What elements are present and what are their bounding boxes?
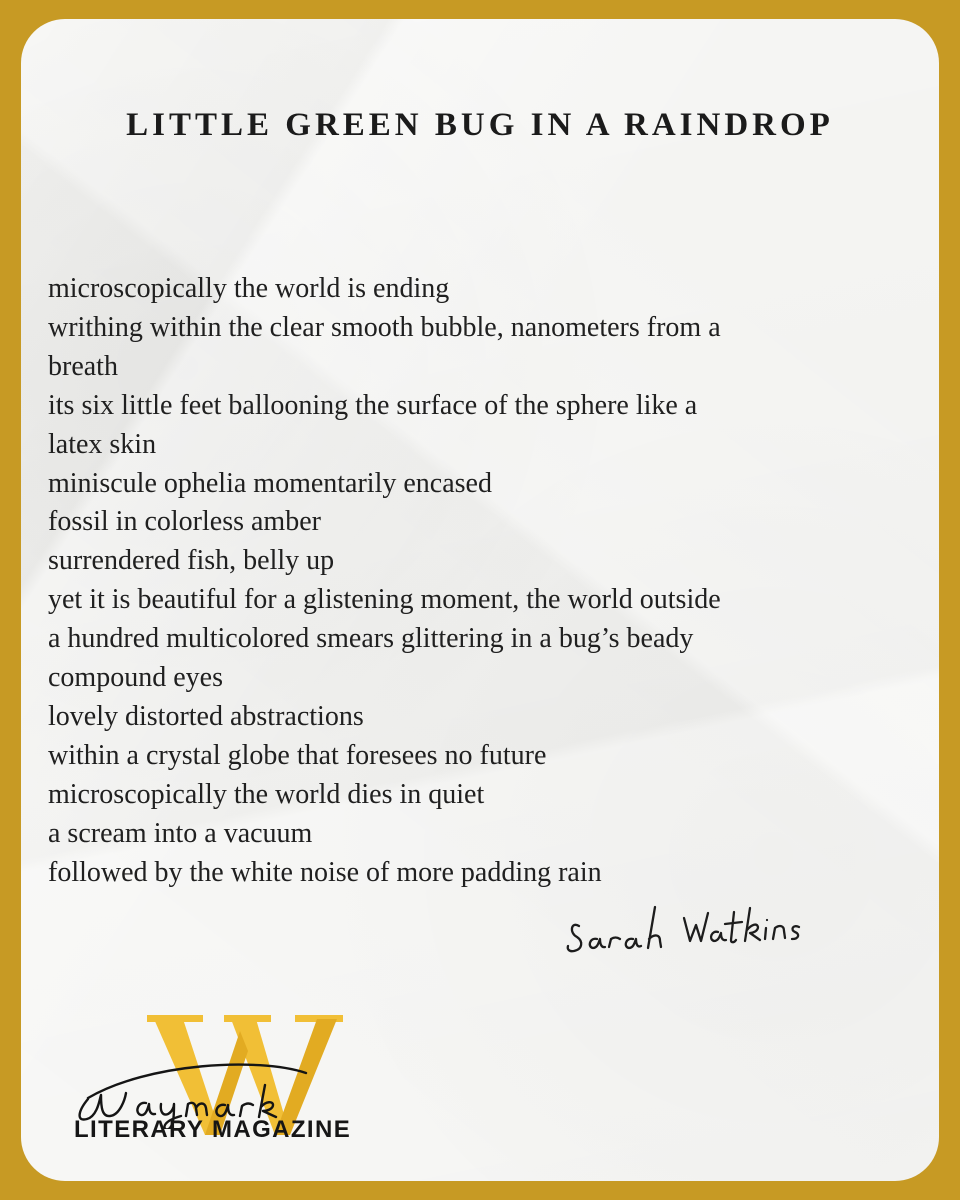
poem-line: a hundred multicolored smears glittering in a bug’s beady: [48, 623, 694, 655]
poem-line: microscopically the world dies in quiet: [48, 778, 485, 810]
logo-caption: LITERARY MAGAZINE: [74, 1116, 352, 1143]
poem-line: lovely distorted abstractions: [48, 700, 364, 732]
poem-line: its six little feet ballooning the surface of the sphere like a: [48, 389, 698, 421]
poem-line: yet it is beautiful for a glistening moment, the world outside: [48, 584, 721, 616]
poem-line: within a crystal globe that foresees no future: [48, 739, 547, 771]
poem-line: breath: [48, 350, 118, 382]
poem-line: writhing within the clear smooth bubble, nanometers from a: [48, 311, 721, 343]
poem-line: microscopically the world is ending: [48, 273, 450, 304]
author-signature: [559, 879, 859, 969]
poem-line: fossil in colorless amber: [48, 506, 321, 538]
poem-line: surrendered fish, belly up: [48, 545, 335, 577]
poem-line: followed by the white noise of more padding rain: [48, 856, 602, 888]
poem-line: a scream into a vacuum: [48, 817, 313, 849]
poem-line: latex skin: [48, 428, 157, 460]
paper-card: [21, 19, 939, 1181]
poem-body: [48, 270, 918, 893]
poem-line: compound eyes: [48, 662, 223, 694]
poem-title: LITTLE GREEN BUG IN A RAINDROP: [126, 107, 834, 143]
poem-line: miniscule ophelia momentarily encased: [48, 467, 492, 499]
magazine-logo: [68, 991, 398, 1161]
